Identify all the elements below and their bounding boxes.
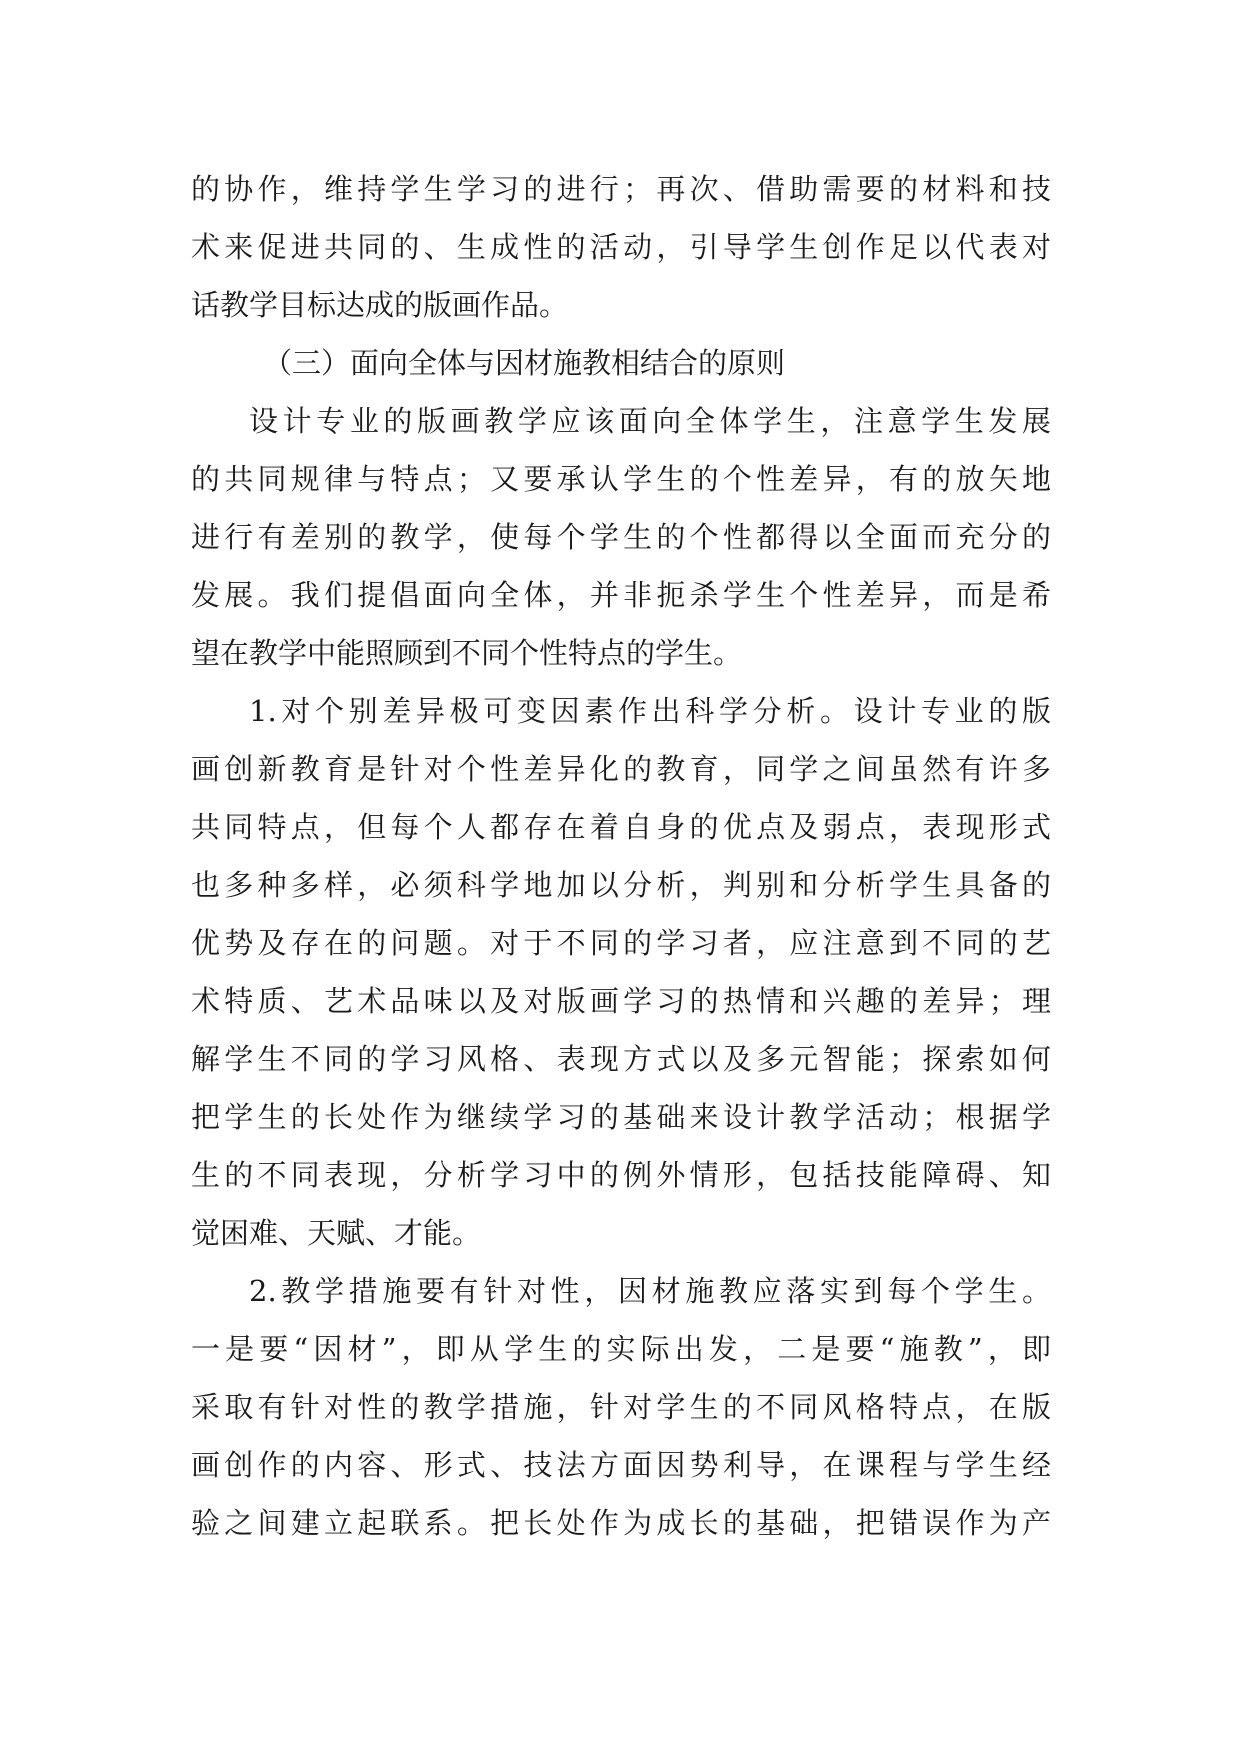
section-heading: （三）面向全体与因材施教相结合的原则 <box>263 346 786 380</box>
text-line: 1.对个别差异极可变因素作出科学分析。设计专业的版 <box>249 694 1051 728</box>
text-line: 画创新教育是针对个性差异化的教育，同学之间虽然有许多 <box>191 752 1051 786</box>
text-line: 一是要“因材”，即从学生的实际出发，二是要“施教”，即 <box>191 1332 1051 1366</box>
text-line: 画创作的内容、形式、技法方面因势利导，在课程与学生经 <box>191 1448 1051 1482</box>
text-line: 的共同规律与特点；又要承认学生的个性差异，有的放矢地 <box>191 462 1051 496</box>
text-line: 设计专业的版画教学应该面向全体学生，注意学生发展 <box>249 404 1051 438</box>
text-line: 生的不同表现，分析学习中的例外情形，包括技能障碍、知 <box>191 1158 1051 1192</box>
text-line: 采取有针对性的教学措施，针对学生的不同风格特点，在版 <box>191 1390 1051 1424</box>
text-line: 话教学目标达成的版画作品。 <box>191 288 569 322</box>
text-line: 也多种多样，必须科学地加以分析，判别和分析学生具备的 <box>191 868 1051 902</box>
text-line: 觉困难、天赋、才能。 <box>191 1216 482 1250</box>
text-line: 术特质、艺术品味以及对版画学习的热情和兴趣的差异；理 <box>191 984 1051 1018</box>
text-line: 发展。我们提倡面向全体，并非扼杀学生个性差异，而是希 <box>191 578 1051 612</box>
text-line: 把学生的长处作为继续学习的基础来设计教学活动；根据学 <box>191 1100 1051 1134</box>
text-line: 术来促进共同的、生成性的活动，引导学生创作足以代表对 <box>191 230 1051 264</box>
text-line: 优势及存在的问题。对于不同的学习者，应注意到不同的艺 <box>191 926 1051 960</box>
text-line: 望在教学中能照顾到不同个性特点的学生。 <box>191 636 743 670</box>
text-line: 共同特点，但每个人都存在着自身的优点及弱点，表现形式 <box>191 810 1051 844</box>
text-line: 2.教学措施要有针对性，因材施教应落实到每个学生。 <box>249 1274 1051 1308</box>
text-line: 解学生不同的学习风格、表现方式以及多元智能；探索如何 <box>191 1042 1051 1076</box>
body-text <box>191 160 1051 1552</box>
text-line: 的协作，维持学生学习的进行；再次、借助需要的材料和技 <box>191 172 1051 206</box>
text-line: 进行有差别的教学，使每个学生的个性都得以全面而充分的 <box>191 520 1051 554</box>
text-line: 验之间建立起联系。把长处作为成长的基础，把错误作为产 <box>191 1506 1051 1540</box>
